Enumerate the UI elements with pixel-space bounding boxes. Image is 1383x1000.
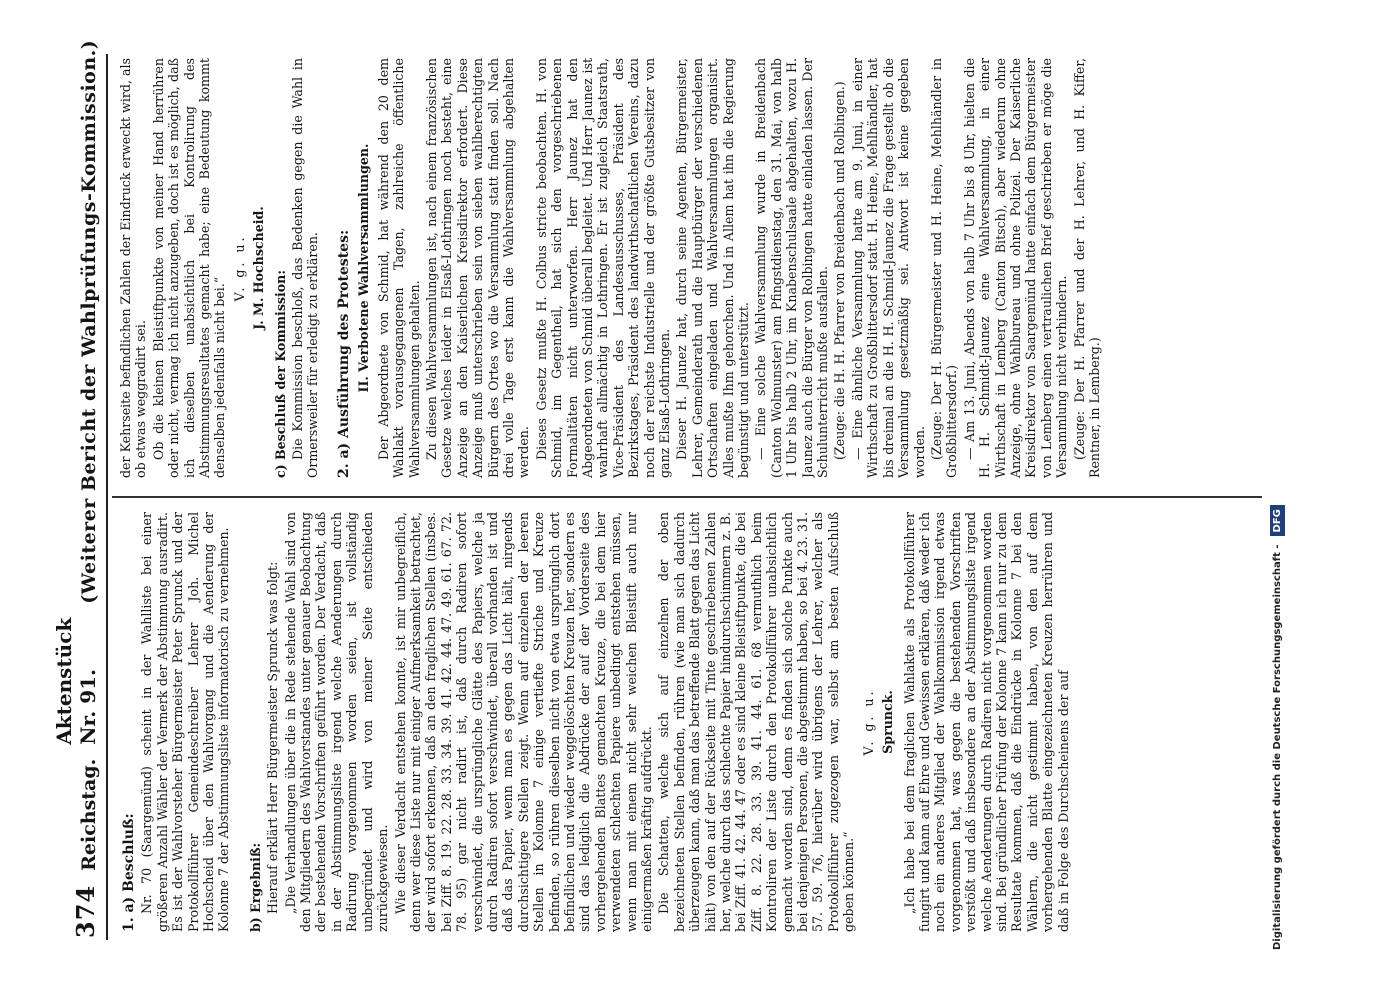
page-number: 374 — [71, 884, 100, 938]
paragraph: Nr. 70 (Saargemünd) scheint in der Wahlliste bei einer größeren Anzahl Wähler der Vermerk der Abstimmung ausradirt. Es ist der Wahlvorsteher Bürgermeister Peter Sprunck und der Protokollführer Gemeindeschreiber Lehrer Joh. Michel Hochscheid über den Wahlvorgang und die Aenderung der Kolonne 7 der Abstimmungsliste informatorisch zu vernehmen. — [139, 512, 232, 932]
paragraph: (Zeuge: Der H. Bürgermeister und H. Heine, Mehlhändler in Großblittersdorf.) — [928, 58, 960, 478]
section-heading: 1. a) Beschluß: — [121, 813, 137, 932]
header-rule — [106, 54, 108, 940]
paragraph: Dieses Gesetz mußte H. Colbus stricte beobachten. H. von Schmid, im Gegentheil, hat sich den vorgeschriebenen Formalitäten nicht unterworfen. Herr Jaunez hat den Abgeordneten von Schmid überall begleitet. Und Herr Jaunez ist wahrhaft allmächtig in Lothringen. Er ist zugleich Staatsrath, Vice-Präsident des Landesausschusses, Präsident des Bezirkstages, Präsident des landwirthschaftlichen Vereins, dazu noch der reichste Industrielle und der größte Gutsbesitzer von ganz Elsaß-Lothringen. — [533, 58, 672, 478]
column-divider — [112, 497, 1262, 499]
left-column — [118, 512, 1278, 932]
paragraph: — Eine solche Wahlversammlung wurde in Breidenbach (Canton Wolmunster) am Pfingstdienstag, den 31. Mai, von halb 1 Uhr bis halb 2 Uhr, im Knabenschulsaale abgehalten, wozu H. Jaunez auch die Bürger von Rolbingen hatte einladen lassen. Der Schulunterricht mußte ausfallen. — [753, 58, 831, 478]
paragraph: der Kehrseite befindlichen Zahlen der Eindruck erweckt wird, als ob etwas weggradirt sei. — [118, 58, 149, 478]
paragraph: (Zeuge: die H. H. Pfarrer von Breidenbach und Rolbingen.) — [832, 81, 848, 460]
paragraph: Wie dieser Verdacht entstehen konnte, ist mir unbegreiflich, denn wer diese Liste nur mit einiger Aufmerksamkeit betrachtet, der wird sofort erkennen, daß an den fraglichen Stellen (insbes. bei Ziff. 8. 19. 22. 28. 33. 34. 39. 41. 42. 44. 47. 49. 61. 67. 72. 78. 95) gar nicht radirt ist, daß durch Radiren sofort verschwindet, die ursprüngliche Glätte des Papiers, welche ja durch Radiren sofort verschwindet, überall vorhanden ist und daß das Papier, wenn man es gegen das Licht hält, nirgends durchsichtigere Stellen zeigt. Wenn auf einzelnen der leeren Stellen in Kolonne 7 einige vertiefte Striche und Kreuze befinden, so rühren dieselben nicht von etwa ursprünglich dort befindlichen und wieder weggelöschten Kreuzen her, sondern es sind das lediglich die Abdrücke der auf der Vorderseite des vorhergehenden Blattes gemachten Kreuze, die bei dem hier verwendeten schlechten Papiere unbedingt entstehen müssen, wenn man mit einem nicht sehr weichen Bleistift auch nur einigermaßen kräftig aufdrückt. — [392, 512, 654, 932]
signature: J. M. Hochscheid. — [251, 206, 267, 330]
section-heading: 2. a) Ausführung des Protestes: — [335, 229, 352, 478]
section-heading: b) Ergebniß: — [247, 842, 263, 932]
aktenstueck-label: Aktenstück Nr. 91. — [52, 617, 100, 745]
vgu-mark: V. g. u. — [231, 234, 247, 302]
page-header — [52, 39, 100, 938]
paragraph: „Die Verhandlungen über die in Rede stehende Wahl sind von den Mitgliedern des Wahlvorstandes unter genauer Beobachtung der bestehenden Vorschriften geführt worden. Der Verdacht, daß in der Abstimmungsliste irgend welche Aenderungen durch Radirung vorgenommen worden seien, ist vollständig unbegründet und wird von meiner Seite entschieden zurückgewiesen. — [282, 512, 391, 932]
section-heading: c) Beschluß der Kommission: — [272, 270, 288, 478]
running-title: Reichstag. — [78, 758, 100, 871]
paragraph: — Eine ähnliche Versammlung hatte am 9. Juni, in einer Wirthschaft zu Großblittersdorf statt. H. Heine, Mehlhändler, hat bis dreimal an die H. H. Schmid-Jaunez die Frage gestellt ob die Versammlung gesetzmäßig sei. Antwort ist keine gegeben worden. — [849, 58, 927, 478]
signature: Sprunck. — [880, 690, 896, 754]
subsection-heading: II. Verbotene Wahlversammlungen. — [356, 143, 372, 393]
paragraph: (Zeuge: Der H. Pfarrer und der H. Lehrer, und H. Kiffer, Rentner, in Lemberg.) — [1071, 58, 1102, 478]
paragraph: Der Abgeordnete von Schmid, hat während den 20 dem Wahlakt vorausgegangenen Tagen, zahlreiche öffentliche Wahlversammlungen gehalten. — [375, 58, 422, 478]
paragraph: „Ich habe bei dem fraglichen Wahlakte als Protokollführer fungirt und kann auf Ehre und Gewissen erklären, daß weder ich noch ein anderes Mitglied der Wahlkommission irgend etwas vorgenommen hat, was gegen die bestehenden Vorschriften verstößt und daß insbesondere an der Abstimmungsliste irgend welche Aenderungen durch Radiren nicht vorgenommen worden sind. Bei gründlicher Prüfung der Kolonne 7 kann ich nur zu dem Resultate kommen, daß die Eindrücke in Kolonne 7 bei den Wählern, die nicht gestimmt haben, von den auf dem vorhergehenden Blatte eingezeichneten Kreuzen herrühren und daß in Folge des Durchscheinens der auf — [901, 512, 1071, 932]
digitization-text: Digitalisierung gefördert durch die Deutsche Forschungsgemeinschaft - — [1271, 544, 1283, 950]
paragraph: Dieser H. Jaunez hat, durch seine Agenten, Bürgermeister, Lehrer, Gemeinderath und die Hauptbürger der verschiedenen Ortschaften eingeladen und Wahlversammlungen organisirt. Alles mußte Ihm gehorchen. Und in Allem hat ihn die Regierung begünstigt und unterstützt. — [674, 58, 752, 478]
paragraph: — Am 13. Juni, Abends von halb 7 Uhr bis 8 Uhr, hielten die H. H. Schmidt-Jaunez eine Wahlversammlung, in einer Wirthschaft in Lemberg (Canton Bitsch), aber wiederum ohne Anzeige, ohne Wahlbureau und ohne Polizei. Der Kaiserliche Kreisdirektor von Saargemünd hatte einfach dem Bürgermeister von Lemberg einen vertraulichen Brief geschrieben er möge die Versammlung nicht verhindern. — [961, 58, 1070, 478]
vgu-mark: V. g. u. — [860, 688, 876, 756]
digitization-note — [1262, 50, 1292, 950]
paragraph: Die Kommission beschloß, das Bedenken gegen die Wahl in Ormersweiler für erledigt zu erklären. — [290, 58, 321, 478]
document-title: (Weiterer Bericht der Wahlprüfungs-Kommission.) — [78, 39, 100, 604]
paragraph: Hierauf erklärt Herr Bürgermeister Sprunck was folgt: — [265, 561, 281, 914]
dfg-logo: DFG — [1270, 505, 1285, 536]
paragraph: Ob die kleinen Bleistiftpunkte von meiner Hand herrühren oder nicht, vermag ich nicht anzugeben, doch ist es möglich, daß ich dieselben unabsichtlich bei Kontrolirung des Abstimmungsresultates gemacht habe; eine Bedeutung kommt denselben jedenfalls nicht bei.“ — [150, 58, 228, 478]
right-column — [118, 58, 1278, 478]
paragraph: Die Schatten, welche sich auf einzelnen der oben bezeichneten Stellen befinden, rühren (wie man sich dadurch überzeugen kann, daß man das betreffende Blatt gegen das Licht hält) von den auf der Rückseite mit Tinte geschriebenen Zahlen her, welche durch das schlechte Papier hindurchschimmern z. B. bei Ziff. 41. 42. 44. 47 oder es sind kleine Bleistiftpunkte, die bei Ziff. 8. 22. 28. 33. 39. 41. 44. 61. 68 vermuthlich beim Kontroliren der Liste durch den Protokollführer unabsichtlich gemacht worden sind, denn es finden sich solche Punkte auch bei denjenigen Personen, die abgestimmt haben, so bei 4. 23. 31. 57. 59. 76, hierüber wird übrigens der Lehrer, welcher als Protokollführer zugezogen war, selbst am besten Aufschluß geben können.“ — [656, 512, 857, 932]
paragraph: Zu diesen Wahlversammlungen ist, nach einem französischen Gesetze welches leider in Elsaß-Lothringen noch besteht, eine Anzeige an den Kaiserlichen Kreisdirektor erfordert. Diese Anzeige muß unterschrieben sein von sieben wahlberechtigten Bürgern des Ortes wo die Versammlung statt finden soll. Nach drei volle Tage erst kann die Wahlversammlung abgehalten werden. — [423, 58, 532, 478]
